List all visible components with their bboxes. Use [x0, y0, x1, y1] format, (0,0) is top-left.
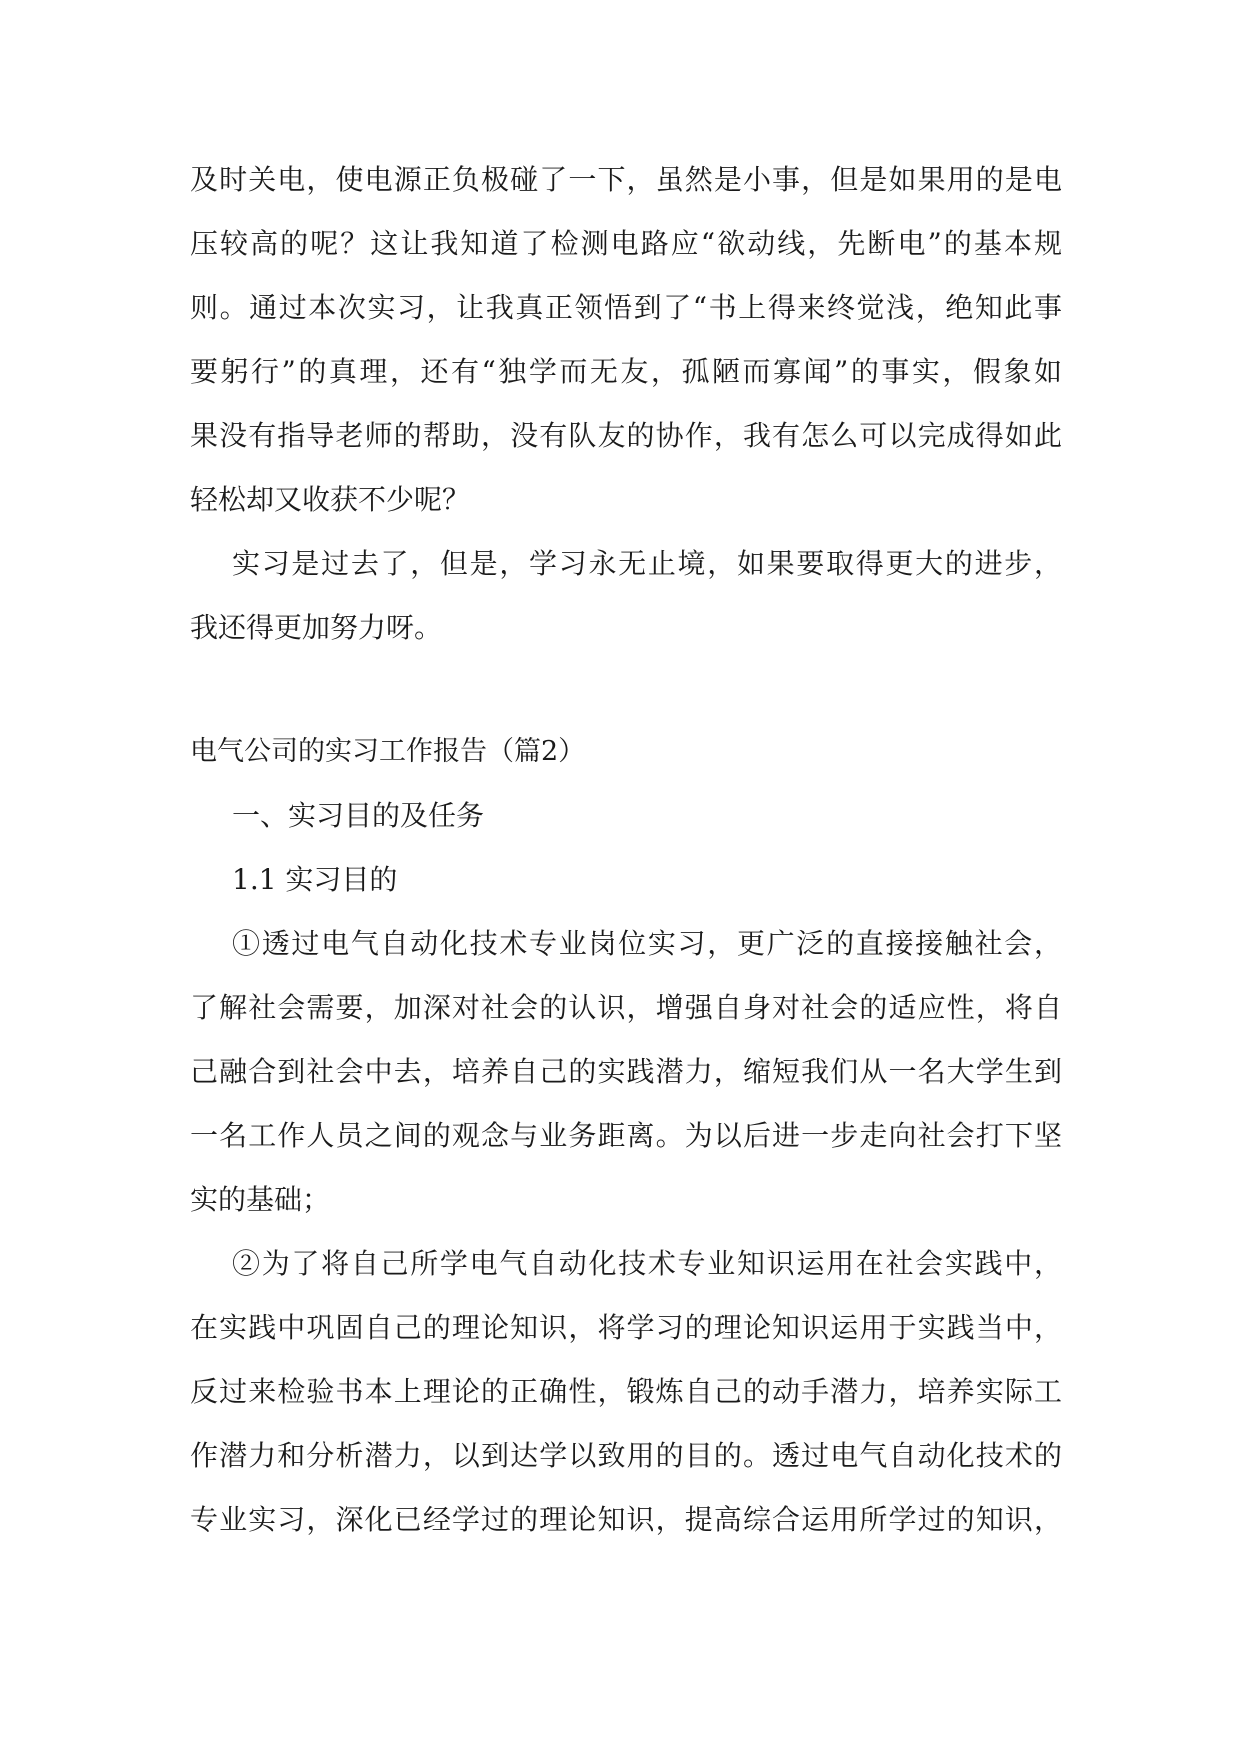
paragraph-line: 则。通过本次实习，让我真正领悟到了“书上得来终觉浅，绝知此事: [190, 291, 1062, 324]
paragraph-line: 压较高的呢？这让我知道了检测电路应“欲动线，先断电”的基本规: [190, 227, 1062, 260]
paragraph-line: 轻松却又收获不少呢？: [190, 483, 471, 516]
paragraph-line: 实习是过去了，但是，学习永无止境，如果要取得更大的进步，: [232, 547, 1062, 580]
paragraph-line: 了解社会需要，加深对社会的认识，增强自身对社会的适应性，将自: [190, 991, 1062, 1024]
paragraph-line: 果没有指导老师的帮助，没有队友的协作，我有怎么可以完成得如此: [190, 419, 1062, 452]
heading-1: 一、实习目的及任务: [232, 799, 485, 832]
paragraph-line: 一名工作人员之间的观念与业务距离。为以后进一步走向社会打下坚: [190, 1119, 1062, 1152]
paragraph-line: 在实践中巩固自己的理论知识，将学习的理论知识运用于实践当中，: [190, 1311, 1062, 1344]
paragraph-line: ②为了将自己所学电气自动化技术专业知识运用在社会实践中，: [232, 1247, 1062, 1280]
section-title: 电气公司的实习工作报告（篇2）: [190, 736, 586, 767]
paragraph-line: 及时关电，使电源正负极碰了一下，虽然是小事，但是如果用的是电: [190, 163, 1062, 196]
paragraph-line: 反过来检验书本上理论的正确性，锻炼自己的动手潜力，培养实际工: [190, 1375, 1062, 1408]
paragraph-line: 要躬行”的真理，还有“独学而无友，孤陋而寡闻”的事实，假象如: [190, 355, 1062, 388]
paragraph-line: ①透过电气自动化技术专业岗位实习，更广泛的直接接触社会，: [232, 927, 1062, 960]
paragraph-line: 专业实习，深化已经学过的理论知识，提高综合运用所学过的知识，: [190, 1503, 1062, 1536]
paragraph-line: 己融合到社会中去，培养自己的实践潜力，缩短我们从一名大学生到: [190, 1055, 1062, 1088]
paragraph-line: 实的基础；: [190, 1183, 331, 1216]
heading-1-1: 1.1 实习目的: [232, 863, 398, 896]
paragraph-line: 作潜力和分析潜力，以到达学以致用的目的。透过电气自动化技术的: [190, 1439, 1062, 1472]
paragraph-line: 我还得更加努力呀。: [190, 611, 443, 644]
